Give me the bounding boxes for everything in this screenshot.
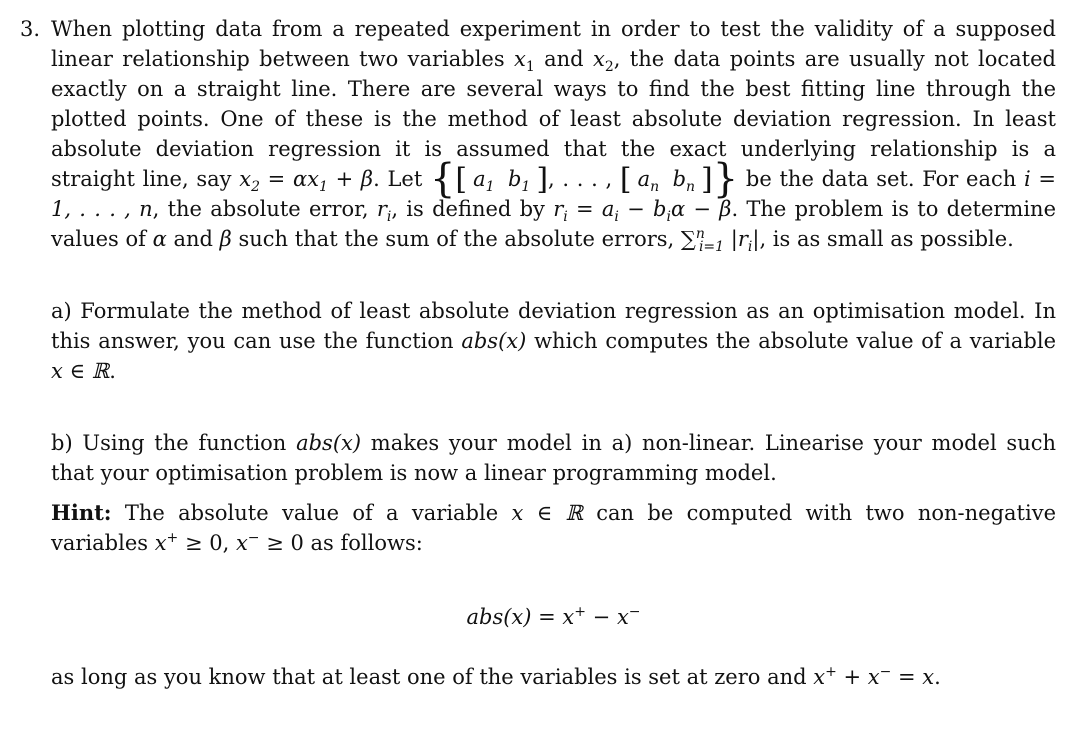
- sum-constraint: x+ + x− = x: [813, 664, 935, 689]
- display-equation: abs(x) = x+ − x−: [466, 604, 641, 629]
- data-point-1: $a_1$ $b_1$: [473, 167, 531, 196]
- data-point-n: $a_n$ $b_n$: [637, 167, 696, 196]
- var-x2: x: [592, 47, 605, 71]
- ri-definition: $r_i = a_i - b_i\alpha - \beta$: [553, 197, 732, 226]
- set-open-brace: {: [429, 156, 456, 202]
- abs-function: abs(x): [461, 329, 527, 353]
- hint-paragraph: Hint: The absolute value of a variable x ∈ ℝ can be computed with two non-negative variables x+ ≥ 0, x− ≥ 0 as follows:: [51, 500, 1056, 555]
- part-a: a) Formulate the method of least absolute deviation regression as an optimisation model. In this answer, you can use the function abs(x) which computes the absolute value of a variable x ∈ ℝ.: [51, 299, 1057, 383]
- var-ri: $r_i$: [376, 197, 392, 226]
- question-number: 3.: [20, 17, 41, 41]
- closing-paragraph: as long as you know that at least one of the variables is set at zero and x+ + x− = x.: [51, 664, 941, 689]
- var-x1: x: [513, 47, 526, 71]
- part-b: b) Using the function abs(x) makes your model in a) non-linear. Linearise your model such that your optimisation problem is now a linear programming model.: [51, 431, 1057, 485]
- xplus-constraint: x+ ≥ 0, x− ≥ 0: [154, 530, 304, 555]
- hint-label: Hint:: [51, 500, 112, 525]
- line-equation: $x_2 = \alpha x_1 + \beta$: [239, 167, 374, 196]
- question-3: [20, 14, 1056, 692]
- set-close-brace: }: [712, 156, 739, 202]
- intro-paragraph: When plotting data from a repeated experiment in order to test the validity of a supposed linear relationship between two variables $x_1$ and $x_2$, the data points are usually not located exactly on a straight line. There are several ways to find the best fitting line through the plotted points. One of these is the method of least absolute deviation regression. In least absolute deviation regression it is assumed that the exact underlying relationship is a straight line, say $x_2 = \alpha x_1 + \beta$. Let {[ $a_1$ $b_1$ ], . . . , [ $a_n$ $b_n$ ]} be the data set. For each i = 1, . . . , n, the absolute error, $r_i$, is defined by $r_i = a_i - b_i\alpha - \beta$. The problem is to determine values of α and β such that the sum of the absolute errors, ∑$^n_{i=1}$ $|r_i|$, is as small as possible.: [51, 17, 1056, 256]
- index-range: i = 1, . . . , n: [51, 167, 1056, 221]
- sum-expression: ∑$^n_{i=1}$ $|r_i|$: [680, 226, 760, 256]
